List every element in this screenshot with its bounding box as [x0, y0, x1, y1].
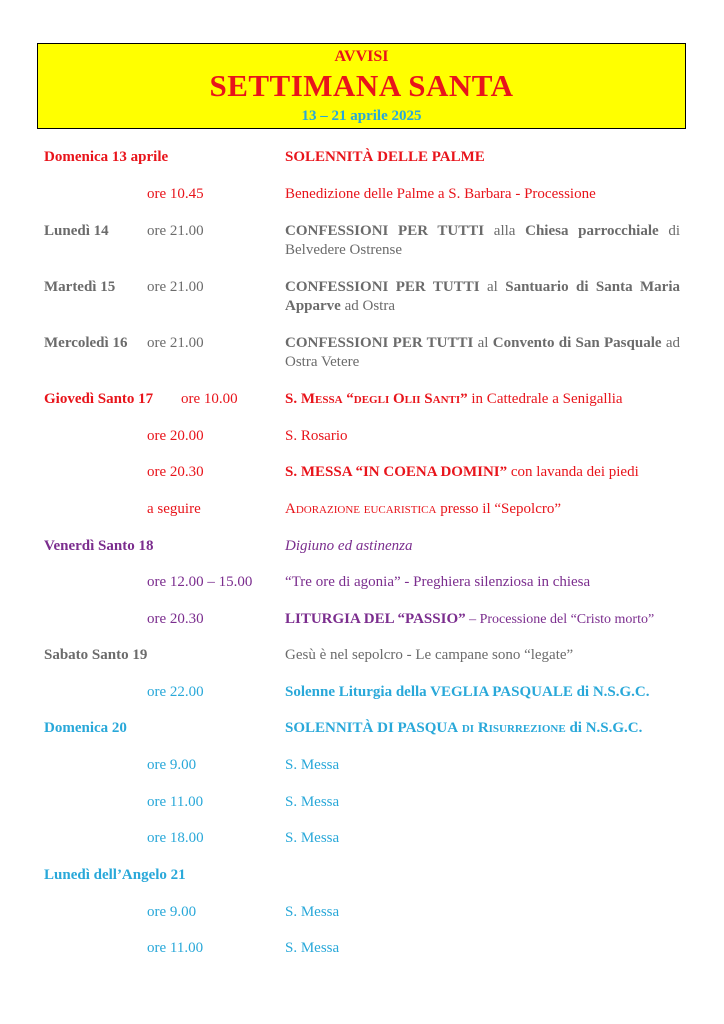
row-event: S. Messa — [285, 757, 340, 773]
row-event: S. Messa — [285, 830, 340, 846]
row-event — [285, 610, 654, 629]
row-time: ore 22.00 — [147, 684, 204, 700]
event-part: Convento di San Pasquale — [492, 335, 662, 351]
row-time: ore 9.00 — [147, 757, 197, 773]
event-part: in Cattedrale a Senigallia — [467, 391, 623, 407]
row-event — [285, 334, 680, 372]
row-day: Martedì 15 — [44, 279, 116, 295]
event-part: Adorazione eucaristica — [285, 501, 437, 517]
row-event: SOLENNITÀ DELLE PALME — [285, 149, 485, 165]
event-part: S. MESSA “IN COENA DOMINI” — [285, 464, 508, 480]
row-time: ore 10.00 — [181, 391, 238, 407]
row-time: ore 21.00 — [147, 335, 204, 351]
row-event — [285, 390, 623, 409]
row-time: ore 10.45 — [147, 186, 204, 202]
row-time: ore 20.30 — [147, 611, 204, 627]
event-part: CONFESSIONI PER TUTTI — [285, 335, 474, 351]
event-part: di Risurrezione — [458, 720, 566, 736]
header-banner — [37, 43, 686, 129]
event-part: SOLENNITÀ DI PASQUA — [285, 720, 459, 736]
event-part: con lavanda dei piedi — [507, 464, 639, 480]
row-event: “Tre ore di agonia” - Preghiera silenziosa in chiesa — [285, 574, 591, 590]
row-event — [285, 463, 639, 482]
header-dates: 13 – 21 aprile 2025 — [301, 108, 422, 124]
event-part: CONFESSIONI PER TUTTI — [285, 279, 480, 295]
header-notice-label: AVVISI — [334, 48, 389, 65]
row-day: Mercoledì 16 — [44, 335, 128, 351]
row-time: ore 21.00 — [147, 223, 204, 239]
row-event: Solenne Liturgia della VEGLIA PASQUALE di N.S.G.C. — [285, 684, 650, 700]
row-event — [285, 278, 680, 316]
row-time: ore 21.00 — [147, 279, 204, 295]
row-event: S. Rosario — [285, 428, 348, 444]
event-part: alla — [484, 223, 526, 239]
event-part: ad Ostra Vetere — [285, 335, 680, 370]
event-part: LITURGIA DEL “PASSIO” — [285, 611, 466, 627]
page-title: SETTIMANA SANTA — [209, 68, 514, 103]
row-event — [285, 719, 642, 738]
row-time: ore 12.00 – 15.00 — [147, 574, 253, 590]
row-event: S. Messa — [285, 794, 340, 810]
row-time: ore 20.30 — [147, 464, 204, 480]
row-day: Lunedì dell’Angelo 21 — [44, 867, 186, 883]
row-time: ore 11.00 — [147, 794, 204, 810]
row-event — [285, 500, 561, 519]
event-part: Santuario di Santa Maria Apparve — [285, 279, 680, 314]
row-time: ore 20.00 — [147, 428, 204, 444]
row-day: Venerdì Santo 18 — [44, 538, 154, 554]
row-day: Sabato Santo 19 — [44, 647, 148, 663]
event-part: Chiesa parrocchiale — [525, 223, 659, 239]
row-event — [285, 222, 680, 260]
row-day: Giovedì Santo 17 — [44, 391, 154, 407]
row-event: Digiuno ed astinenza — [285, 538, 413, 554]
row-time: ore 11.00 — [147, 940, 204, 956]
row-time: a seguire — [147, 501, 201, 517]
event-part: ad Ostra — [340, 298, 395, 314]
row-day: Domenica 20 — [44, 720, 127, 736]
row-event: S. Messa — [285, 940, 340, 956]
event-part: al — [479, 279, 506, 295]
event-part: di N.S.G.C. — [565, 720, 643, 736]
row-time: ore 9.00 — [147, 904, 197, 920]
row-event: S. Messa — [285, 904, 340, 920]
row-day: Lunedì 14 — [44, 223, 109, 239]
event-part: – Processione del “Cristo morto” — [465, 612, 655, 627]
event-part: presso il “Sepolcro” — [436, 501, 562, 517]
row-time: ore 18.00 — [147, 830, 204, 846]
event-part: CONFESSIONI PER TUTTI — [285, 223, 485, 239]
row-day: Domenica 13 aprile — [44, 149, 169, 165]
row-event: Benedizione delle Palme a S. Barbara - Processione — [285, 186, 596, 202]
event-part: di Belvedere Ostrense — [285, 223, 681, 258]
event-part: al — [473, 335, 493, 351]
row-event: Gesù è nel sepolcro - Le campane sono “legate” — [285, 647, 574, 663]
event-part: S. Messa “degli Olii Santi” — [285, 391, 468, 407]
